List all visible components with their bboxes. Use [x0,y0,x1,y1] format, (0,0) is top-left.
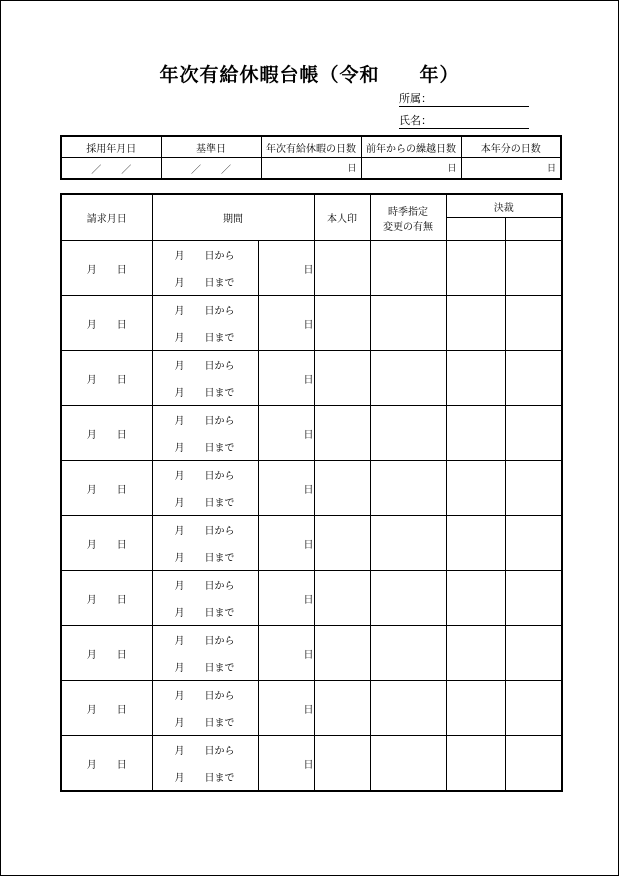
summary-table [60,135,562,180]
period-to-text: 月 日まで [174,608,235,619]
season-change-field[interactable] [370,241,446,296]
season-change-field[interactable] [370,626,446,681]
base-date-header: 基準日 [161,136,261,158]
request-date-text: 月 日 [86,264,127,276]
period-from-text: 月 日から [174,361,235,372]
leave-row [61,351,562,406]
leave-record-table [60,193,563,792]
base-date-field[interactable]: ／ ／ [161,158,261,180]
period-from-text: 月 日から [174,746,235,757]
seal-field[interactable] [314,351,370,406]
period-days-field[interactable] [258,516,314,571]
approval-stamp-2-field[interactable] [505,461,562,516]
period-to-text: 月 日まで [174,498,235,509]
request-date-field[interactable] [61,296,152,351]
approval-stamp-1-field[interactable] [446,461,505,516]
seal-field[interactable] [314,406,370,461]
approval-stamp-2-field[interactable] [505,516,562,571]
leave-row [61,516,562,571]
seal-field[interactable] [314,241,370,296]
season-change-field[interactable] [370,736,446,792]
period-range-field[interactable] [152,351,258,406]
period-from-text: 月 日から [174,251,235,262]
approval-stamp-1-field[interactable] [446,296,505,351]
day-unit: 日 [347,164,357,174]
period-days-field[interactable] [258,736,314,792]
name-label: 氏名： [399,114,432,127]
approval-stamp-1-field[interactable] [446,406,505,461]
department-field[interactable] [399,92,529,107]
period-from-text: 月 日から [174,416,235,427]
request-date-field[interactable] [61,736,152,792]
leave-row [61,241,562,296]
season-change-field[interactable] [370,516,446,571]
request-date-field[interactable] [61,241,152,296]
days-unit: 日 [303,649,314,661]
approval-stamp-1-field[interactable] [446,351,505,406]
leave-row [61,736,562,792]
request-date-field[interactable] [61,571,152,626]
request-date-text: 月 日 [86,374,127,386]
days-unit: 日 [303,374,314,386]
request-date-text: 月 日 [86,484,127,496]
seal-field[interactable] [314,461,370,516]
period-to-text: 月 日まで [174,773,235,784]
period-days-field[interactable] [258,296,314,351]
request-date-field[interactable] [61,406,152,461]
approval-stamp-2-field[interactable] [505,736,562,792]
leave-row [61,461,562,516]
days-unit: 日 [303,429,314,441]
annual-leave-days-field[interactable] [261,158,361,180]
period-range-field[interactable] [152,296,258,351]
request-date-field[interactable] [61,626,152,681]
approval-stamp-2-field[interactable] [505,241,562,296]
period-to-text: 月 日まで [174,388,235,399]
period-from-text: 月 日から [174,471,235,482]
request-date-field[interactable] [61,516,152,571]
approval-stamp-1-field[interactable] [446,241,505,296]
approval-stamp-2-field[interactable] [505,406,562,461]
request-date-text: 月 日 [86,594,127,606]
period-days-field[interactable] [258,241,314,296]
request-date-header: 請求月日 [61,194,152,241]
request-date-text: 月 日 [86,429,127,441]
approval-header: 決裁 [446,194,562,218]
seal-header: 本人印 [314,194,370,241]
approval-stamp-2-field[interactable] [505,681,562,736]
seal-field[interactable] [314,296,370,351]
period-to-text: 月 日まで [174,443,235,454]
annual-leave-days-header: 年次有給休暇の日数 [261,136,361,158]
days-unit: 日 [303,759,314,771]
seal-field[interactable] [314,571,370,626]
period-to-text: 月 日まで [174,333,235,344]
seal-field[interactable] [314,736,370,792]
period-range-field[interactable] [152,516,258,571]
period-days-field[interactable] [258,626,314,681]
period-days-field[interactable] [258,351,314,406]
season-change-field[interactable] [370,681,446,736]
leave-row [61,681,562,736]
period-to-text: 月 日まで [174,278,235,289]
hire-date-header: 採用年月日 [61,136,161,158]
hire-date-field[interactable]: ／ ／ [61,158,161,180]
seal-field[interactable] [314,626,370,681]
period-to-text: 月 日まで [174,553,235,564]
request-date-field[interactable] [61,681,152,736]
period-range-field[interactable] [152,406,258,461]
period-range-field[interactable] [152,461,258,516]
request-date-text: 月 日 [86,649,127,661]
leave-row [61,571,562,626]
period-range-field[interactable] [152,736,258,792]
period-range-field[interactable] [152,681,258,736]
period-range-field[interactable] [152,626,258,681]
approval-stamp-2-header [505,218,562,241]
period-from-text: 月 日から [174,691,235,702]
approval-stamp-1-field[interactable] [446,571,505,626]
period-days-field[interactable] [258,571,314,626]
current-year-days-field[interactable] [461,158,561,180]
leave-row [61,296,562,351]
period-range-field[interactable] [152,241,258,296]
season-change-field[interactable] [370,406,446,461]
period-days-field[interactable] [258,461,314,516]
season-change-line2: 変更の有無 [383,221,433,233]
request-date-field[interactable] [61,461,152,516]
period-to-text: 月 日まで [174,663,235,674]
days-unit: 日 [303,539,314,551]
period-days-field[interactable] [258,681,314,736]
season-change-header [370,194,446,241]
approval-stamp-2-field[interactable] [505,571,562,626]
days-unit: 日 [303,594,314,606]
period-from-text: 月 日から [174,526,235,537]
approval-stamp-1-field[interactable] [446,681,505,736]
season-change-field[interactable] [370,296,446,351]
page-title: 年次有給休暇台帳（令和 年） [159,64,460,86]
season-change-field[interactable] [370,571,446,626]
department-label: 所属： [399,92,432,105]
request-date-text: 月 日 [86,539,127,551]
approval-stamp-1-field[interactable] [446,516,505,571]
period-days-field[interactable] [258,406,314,461]
approval-stamp-1-header [446,218,505,241]
approval-stamp-2-field[interactable] [505,296,562,351]
days-unit: 日 [303,264,314,276]
carryover-days-field[interactable] [361,158,461,180]
days-unit: 日 [303,484,314,496]
day-unit: 日 [546,164,556,174]
season-change-line1: 時季指定 [388,206,428,218]
summary-value-row [61,158,561,180]
leave-header-row [61,194,562,218]
day-unit: 日 [447,164,457,174]
seal-field[interactable] [314,681,370,736]
approval-stamp-1-field[interactable] [446,626,505,681]
summary-header-row [61,136,561,158]
period-from-text: 月 日から [174,581,235,592]
request-date-field[interactable] [61,351,152,406]
season-change-field[interactable] [370,351,446,406]
request-date-text: 月 日 [86,319,127,331]
approval-stamp-2-field[interactable] [505,626,562,681]
seal-field[interactable] [314,516,370,571]
period-from-text: 月 日から [174,306,235,317]
days-unit: 日 [303,319,314,331]
period-range-field[interactable] [152,571,258,626]
period-header: 期間 [152,194,314,241]
period-from-text: 月 日から [174,636,235,647]
request-date-text: 月 日 [86,704,127,716]
leave-row [61,406,562,461]
current-year-days-header: 本年分の日数 [461,136,561,158]
period-to-text: 月 日まで [174,718,235,729]
approval-stamp-1-field[interactable] [446,736,505,792]
carryover-days-header: 前年からの繰越日数 [361,136,461,158]
days-unit: 日 [303,704,314,716]
season-change-field[interactable] [370,461,446,516]
name-field[interactable] [399,114,529,129]
approval-stamp-2-field[interactable] [505,351,562,406]
leave-row [61,626,562,681]
request-date-text: 月 日 [86,759,127,771]
